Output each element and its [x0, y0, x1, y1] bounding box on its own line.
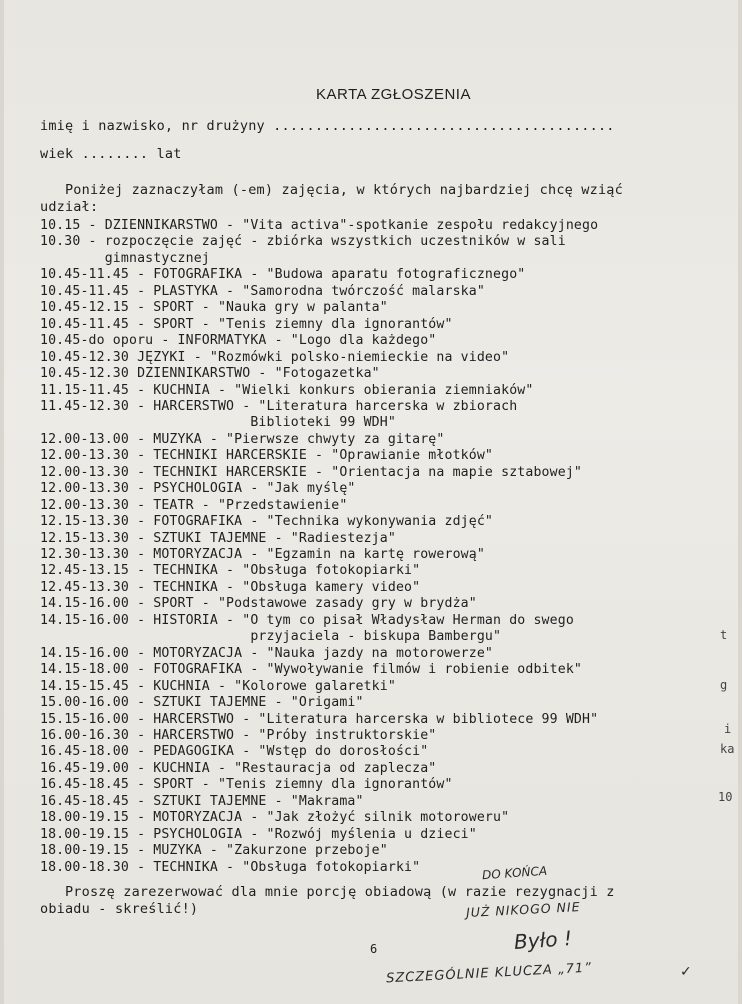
schedule-line: 10.15 - DZIENNIKARSTWO - "Vita activa"-spotkanie zespołu redakcyjnego [40, 218, 599, 233]
schedule-line: 15.15-16.00 - HARCERSTWO - "Literatura harcerska w bibliotece 99 WDH" [40, 711, 599, 727]
schedule-line: 12.15-13.30 - FOTOGRAFIKA - "Technika wykonywania zdjęć" [40, 514, 494, 530]
page-title: KARTA ZGŁOSZENIA [316, 86, 471, 103]
schedule-line: 14.15-16.00 - MOTORYZACJA - "Nauka jazdy na motorowerze" [40, 645, 494, 661]
schedule-line: 16.45-18.00 - PEDAGOGIKA - "Wstęp do dorosłości" [40, 744, 429, 760]
schedule-line: 12.00-13.30 - TECHNIKI HARCERSKIE - "Oprawianie młotków" [40, 448, 494, 464]
age-field-label: wiek ........ lat [40, 146, 182, 162]
margin-char-5: 10 [718, 790, 733, 804]
schedule-line: Biblioteki 99 WDH" [40, 415, 396, 431]
schedule-line: 14.15-16.00 - HISTORIA - "O tym co pisał Władysław Herman do swego [40, 612, 574, 628]
schedule-line: 11.45-12.30 - HARCERSTWO - "Literatura harcerska w zbiorach [40, 398, 518, 414]
schedule-line: 12.45-13.15 - TECHNIKA - "Obsługa fotokopiarki" [40, 563, 421, 579]
handwritten-note-2: JUŻ NIKOGO NIE [465, 899, 581, 920]
name-field-label: imię i nazwisko, nr drużyny ......................................... [40, 118, 615, 134]
schedule-line: 10.30 - rozpoczęcie zajęć - zbiórka wszystkich uczestników w sali [40, 234, 566, 250]
schedule-line: 18.00-18.30 - TECHNIKA - "Obsługa fotokopiarki" [40, 859, 421, 875]
schedule-line: 12.00-13.00 - MUZYKA - "Pierwsze chwyty za gitarę" [40, 431, 445, 447]
schedule-line: 14.15-18.00 - FOTOGRAFIKA - "Wywoływanie filmów i robienie odbitek" [40, 662, 582, 678]
margin-char-4: ka [720, 742, 735, 756]
closing-line-2: obiadu - skreślić!) [40, 901, 199, 917]
schedule-line: 16.45-19.00 - KUCHNIA - "Restauracja od zaplecza" [40, 760, 437, 776]
schedule-line: 10.45-12.15 - SPORT - "Nauka gry w palanta" [40, 300, 388, 316]
handwritten-note-3: Było ! [513, 926, 573, 954]
schedule-line: 10.45-12.30 DZIENNIKARSTWO - "Fotogazetka" [40, 366, 380, 382]
schedule-line: gimnastycznej [40, 250, 210, 266]
intro-line-2: udział: [40, 199, 99, 215]
schedule-line: 10.45-do oporu - INFORMATYKA - "Logo dla każdego" [40, 333, 437, 349]
page-number: 6 [370, 942, 378, 956]
schedule-line: 14.15-16.00 - SPORT - "Podstawowe zasady gry w brydża" [40, 596, 477, 612]
handwritten-note-1: DO KOŃCA [481, 863, 548, 883]
schedule-line: 12.45-13.30 - TECHNIKA - "Obsługa kamery video" [40, 579, 421, 595]
margin-char-3: i [724, 722, 732, 736]
schedule-line: 15.00-16.00 - SZTUKI TAJEMNE - "Origami" [40, 695, 364, 711]
schedule-line: 12.00-13.30 - TEATR - "Przedstawienie" [40, 497, 348, 513]
closing-line-1: Proszę zarezerwować dla mnie porcję obiadową (w razie rezygnacji z [40, 884, 615, 900]
schedule-line: 10.45-12.30 JĘZYKI - "Rozmówki polsko-niemieckie na video" [40, 349, 510, 365]
schedule-line: 16.00-16.30 - HARCERSTWO - "Próby instruktorskie" [40, 727, 437, 743]
schedule-line: 10.45-11.45 - SPORT - "Tenis ziemny dla ignorantów" [40, 316, 453, 332]
schedule-line: 14.15-15.45 - KUCHNIA - "Kolorowe galaretki" [40, 678, 396, 694]
schedule-line: 12.30-13.30 - MOTORYZACJA - "Egzamin na kartę rowerową" [40, 547, 485, 562]
margin-char-2: g [720, 678, 728, 692]
schedule-line: 18.00-19.15 - PSYCHOLOGIA - "Rozwój myślenia u dzieci" [40, 826, 477, 842]
schedule-line: przyjaciela - biskupa Bambergu" [40, 629, 502, 645]
schedule-line: 10.45-11.45 - PLASTYKA - "Samorodna twórczość malarska" [40, 283, 485, 299]
schedule-line: 16.45-18.45 - SPORT - "Tenis ziemny dla ignorantów" [40, 777, 453, 793]
schedule-line: 11.15-11.45 - KUCHNIA - "Wielki konkurs obierania ziemniaków" [40, 382, 534, 398]
handwritten-note-4: SZCZEGÓLNIE KLUCZA „71” [385, 960, 593, 987]
document-page [4, 0, 738, 1004]
schedule-line: 16.45-18.45 - SZTUKI TAJEMNE - "Makrama" [40, 793, 364, 809]
schedule-line: 18.00-19.15 - MOTORYZACJA - "Jak złożyć silnik motoroweru" [40, 810, 510, 826]
schedule-line: 18.00-19.15 - MUZYKA - "Zakurzone przeboje" [40, 843, 388, 859]
schedule-line: 12.00-13.30 - TECHNIKI HARCERSKIE - "Orientacja na mapie sztabowej" [40, 464, 582, 480]
checkmark-icon: ✓ [680, 964, 692, 980]
schedule-line: 12.00-13.30 - PSYCHOLOGIA - "Jak myślę" [40, 481, 356, 497]
schedule-line: 12.15-13.30 - SZTUKI TAJEMNE - "Radiestezja" [40, 530, 396, 546]
margin-char-1: t [720, 628, 728, 642]
schedule-line: 10.45-11.45 - FOTOGRAFIKA - "Budowa aparatu fotograficznego" [40, 267, 526, 283]
intro-line-1: Poniżej zaznaczyłam (-em) zajęcia, w których najbardziej chcę wziąć [40, 182, 623, 198]
